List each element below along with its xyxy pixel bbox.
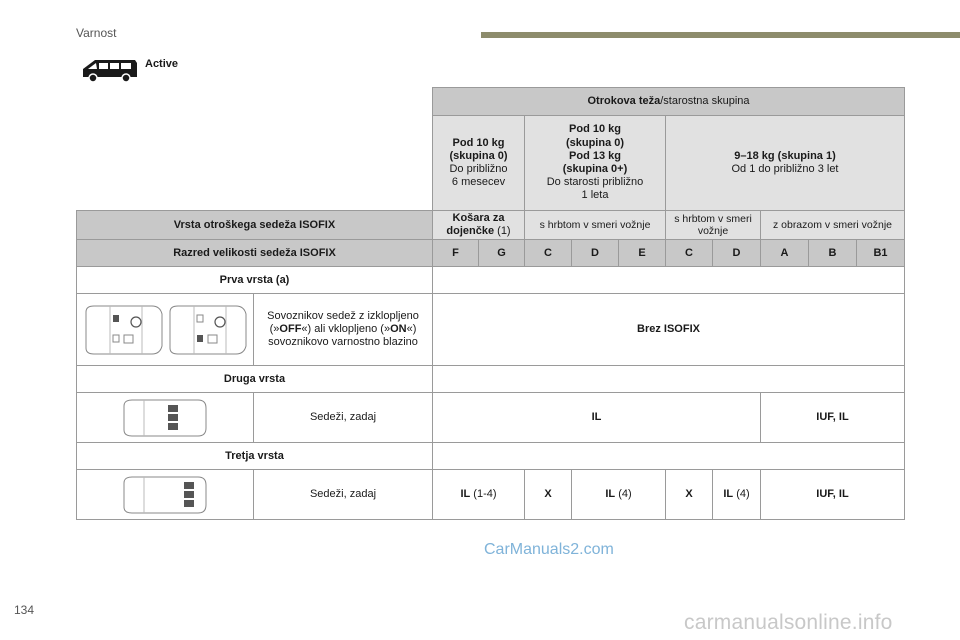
second-row-description: Sedeži, zadaj bbox=[254, 393, 433, 443]
group-1-header: 9–18 kg (skupina 1) Od 1 do približno 3 let bbox=[666, 116, 905, 211]
page-number: 134 bbox=[14, 603, 35, 617]
third-row-diagram-svg bbox=[120, 475, 210, 515]
weight-group-header: Otrokova teža/starostna skupina bbox=[433, 88, 905, 116]
size-class: B bbox=[809, 240, 857, 267]
second-row-value-1: IL bbox=[433, 393, 761, 443]
van-icon bbox=[79, 55, 139, 85]
group-0-header: Pod 10 kg (skupina 0) Do približno 6 mesecev bbox=[433, 116, 525, 211]
size-class: C bbox=[525, 240, 572, 267]
row-2-title: Druga vrsta bbox=[77, 366, 433, 393]
third-row-value: X bbox=[525, 470, 572, 520]
size-class: D bbox=[572, 240, 619, 267]
second-row-value-2: IUF, IL bbox=[761, 393, 905, 443]
third-row-diagram bbox=[77, 470, 254, 520]
second-row-diagram-svg bbox=[120, 398, 210, 438]
size-class: G bbox=[479, 240, 525, 267]
size-class: A bbox=[761, 240, 809, 267]
isofix-table bbox=[76, 87, 905, 520]
third-row-value: X bbox=[666, 470, 713, 520]
rear-facing-cell: s hrbtom v smeri vožnje bbox=[525, 211, 666, 240]
rear-facing-cell-2: s hrbtom v smeri vožnje bbox=[666, 211, 761, 240]
watermark-footer: carmanualsonline.info bbox=[684, 611, 893, 634]
row-1-title: Prva vrsta (a) bbox=[77, 267, 433, 294]
third-row-description: Sedeži, zadaj bbox=[254, 470, 433, 520]
section-title: Varnost bbox=[76, 26, 117, 40]
active-label: Active bbox=[145, 58, 179, 70]
group-0plus-header: Pod 10 kg (skupina 0) Pod 13 kg (skupina 0+) Do starosti približno 1 leta bbox=[525, 116, 666, 211]
size-class: B1 bbox=[857, 240, 905, 267]
size-class: E bbox=[619, 240, 666, 267]
size-class: C bbox=[666, 240, 713, 267]
front-seat-diagram-svg bbox=[80, 302, 250, 358]
front-seat-value: Brez ISOFIX bbox=[433, 294, 905, 366]
size-class-label: Razred velikosti sedeža ISOFIX bbox=[77, 240, 433, 267]
header-bar bbox=[481, 32, 960, 38]
watermark-link[interactable]: CarManuals2.com bbox=[484, 541, 614, 558]
third-row-value: IL (4) bbox=[572, 470, 666, 520]
front-seat-description: Sovoznikov sedež z izklopljeno (»OFF«) ali vklopljeno (»ON«) sovoznikovo varnostno blazino bbox=[254, 294, 433, 366]
second-row-diagram bbox=[77, 393, 254, 443]
front-seat-diagram bbox=[77, 294, 254, 366]
row-3-title: Tretja vrsta bbox=[77, 443, 433, 470]
seat-type-label: Vrsta otroškega sedeža ISOFIX bbox=[77, 211, 433, 240]
size-class: F bbox=[433, 240, 479, 267]
third-row-value: IL (1-4) bbox=[433, 470, 525, 520]
third-row-value: IUF, IL bbox=[761, 470, 905, 520]
size-class: D bbox=[713, 240, 761, 267]
third-row-value: IL (4) bbox=[713, 470, 761, 520]
forward-facing-cell: z obrazom v smeri vožnje bbox=[761, 211, 905, 240]
carrycot-cell: Košara za dojenčke (1) bbox=[433, 211, 525, 240]
